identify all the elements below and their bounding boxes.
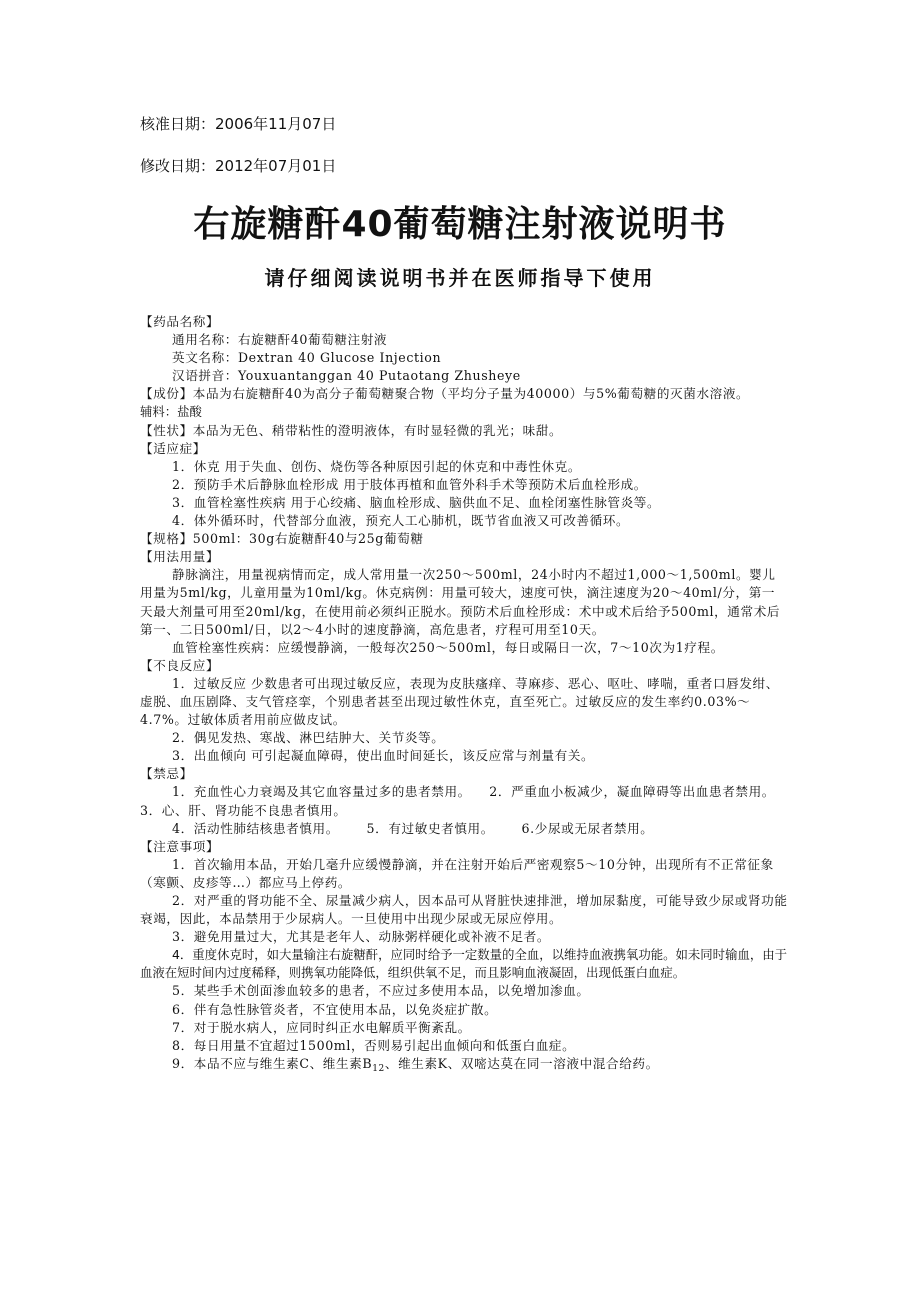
dosage-paragraph: 血管栓塞性疾病：应缓慢静滴，一般每次250～500ml，每日或隔日一次，7～10次为1疗程。 (172, 639, 724, 655)
adverse-item: 1．过敏反应 少数患者可出现过敏反应，表现为皮肤瘙痒、荨麻疹、恶心、呕吐、哮喘，重者口唇发绀、虚脱、血压剧降、支气管痉挛，个别患者甚至出现过敏性休克，直至死亡。过敏反应的发生率约0.03%～4.7%。过敏体质者用前应做皮试。 (140, 675, 779, 728)
precaution-item: 6．伴有急性脉管炎者，不宜使用本品，以免炎症扩散。 (172, 1001, 498, 1017)
revision-date: 修改日期：2012年07月01日 (140, 157, 337, 175)
precaution-item: 7．对于脱水病人，应同时纠正水电解质平衡紊乱。 (172, 1019, 471, 1035)
adverse-item: 2．偶见发热、寒战、淋巴结肿大、关节炎等。 (172, 730, 445, 746)
properties: 【性状】本品为无色、稍带粘性的澄明液体，有时显轻微的乳光；味甜。 (140, 422, 563, 438)
composition: 【成份】本品为右旋糖酐40为高分子葡萄糖聚合物（平均分子量为40000）与5%葡萄糖的灭菌水溶液。 (140, 386, 750, 402)
precaution-item: 2．对严重的肾功能不全、尿量减少病人，因本品可从肾脏快速排泄，增加尿黏度，可能导致少尿或肾功能衰竭，因此，本品禁用于少尿病人。一旦使用中出现少尿或无尿应停用。 (140, 893, 788, 927)
precaution-item: 3．避免用量过大，尤其是老年人、动脉粥样硬化或补液不足者。 (172, 929, 551, 945)
section-heading-indications: 【适应症】 (140, 440, 206, 456)
subscript-12: 12 (372, 1063, 385, 1074)
precaution-item-9-part-a: 9．本品不应与维生素C、维生素B (172, 1055, 373, 1071)
precaution-item: 8．每日用量不宜超过1500ml，否则易引起出血倾向和低蛋白血症。 (172, 1037, 576, 1053)
document-title: 右旋糖酐40葡萄糖注射液说明书 (193, 204, 727, 245)
document-subtitle: 请仔细阅读说明书并在医师指导下使用 (264, 266, 656, 290)
section-heading-precautions: 【注意事项】 (140, 838, 220, 854)
section-heading-adverse: 【不良反应】 (140, 657, 220, 673)
english-name: 英文名称：Dextran 40 Glucose Injection (172, 350, 442, 366)
generic-name: 通用名称：右旋糖酐40葡萄糖注射液 (172, 332, 388, 348)
contraindication-line: 1．充血性心力衰竭及其它血容量过多的患者禁用。 2．严重血小板减少，凝血障碍等出血患者禁用。 3．心、肝、肾功能不良患者慎用。 (140, 784, 789, 818)
section-heading-drug-name: 【药品名称】 (140, 314, 220, 329)
pinyin-name: 汉语拼音：Youxuantanggan 40 Putaotang Zhusheye (172, 368, 521, 384)
indication-item: 2．预防手术后静脉血栓形成 用于肢体再植和血管外科手术等预防术后血栓形成。 (172, 476, 647, 492)
document-body (140, 313, 788, 1078)
specification: 【规格】500ml：30g右旋糖酐40与25g葡萄糖 (140, 531, 424, 547)
indication-item: 1．休克 用于失血、创伤、烧伤等各种原因引起的休克和中毒性休克。 (172, 458, 582, 474)
section-heading-contraindications: 【禁忌】 (140, 766, 193, 782)
indication-item: 4．体外循环时，代替部分血液，预充人工心肺机，既节省血液又可改善循环。 (172, 513, 630, 529)
indication-item: 3．血管栓塞性疾病 用于心绞痛、脑血栓形成、脑供血不足、血栓闭塞性脉管炎等。 (172, 494, 661, 510)
excipient: 辅料：盐酸 (140, 404, 202, 420)
precaution-item: 1．首次输用本品，开始几毫升应缓慢静滴，并在注射开始后严密观察5～10分钟，出现所有不正常征象（寒颤、皮疹等…）都应马上停药。 (140, 856, 774, 890)
precaution-item-9-part-b: 、维生素K、双嘧达莫在同一溶液中混合给药。 (384, 1055, 659, 1071)
precaution-item: 5．某些手术创面渗血较多的患者，不应过多使用本品，以免增加渗血。 (172, 983, 590, 999)
dosage-paragraph: 静脉滴注，用量视病情而定，成人常用量一次250～500ml，24小时内不超过1,000～1,500ml。婴儿用量为5ml/kg，儿童用量为10ml/kg。休克病例：用量可较大，速度可快，滴注速度为20～40ml/分，第一天最大剂量可用至20ml/kg，在使用前必须纠正脱水。预防术后血栓形成：术中或术后给予500ml，通常术后第一、二日500ml/日，以2～4小时的速度静滴，高危患者，疗程可用至10天。 (140, 567, 781, 637)
adverse-item: 3．出血倾向 可引起凝血障碍，使出血时间延长，该反应常与剂量有关。 (172, 748, 595, 764)
contraindication-line: 4．活动性肺结核患者慎用。 5．有过敏史者慎用。 6.少尿或无尿者禁用。 (172, 820, 654, 836)
precaution-item (140, 1055, 788, 1078)
approval-date: 核准日期：2006年11月07日 (140, 115, 337, 133)
section-heading-dosage: 【用法用量】 (140, 549, 220, 565)
precaution-item: 4．重度休克时，如大量输注右旋糖酐，应同时给予一定数量的全血，以维持血液携氧功能。如未同时输血，由于血液在短时间内过度稀释，则携氧功能降低，组织供氧不足，而且影响血液凝固，出现低蛋白血症。 (140, 947, 788, 981)
